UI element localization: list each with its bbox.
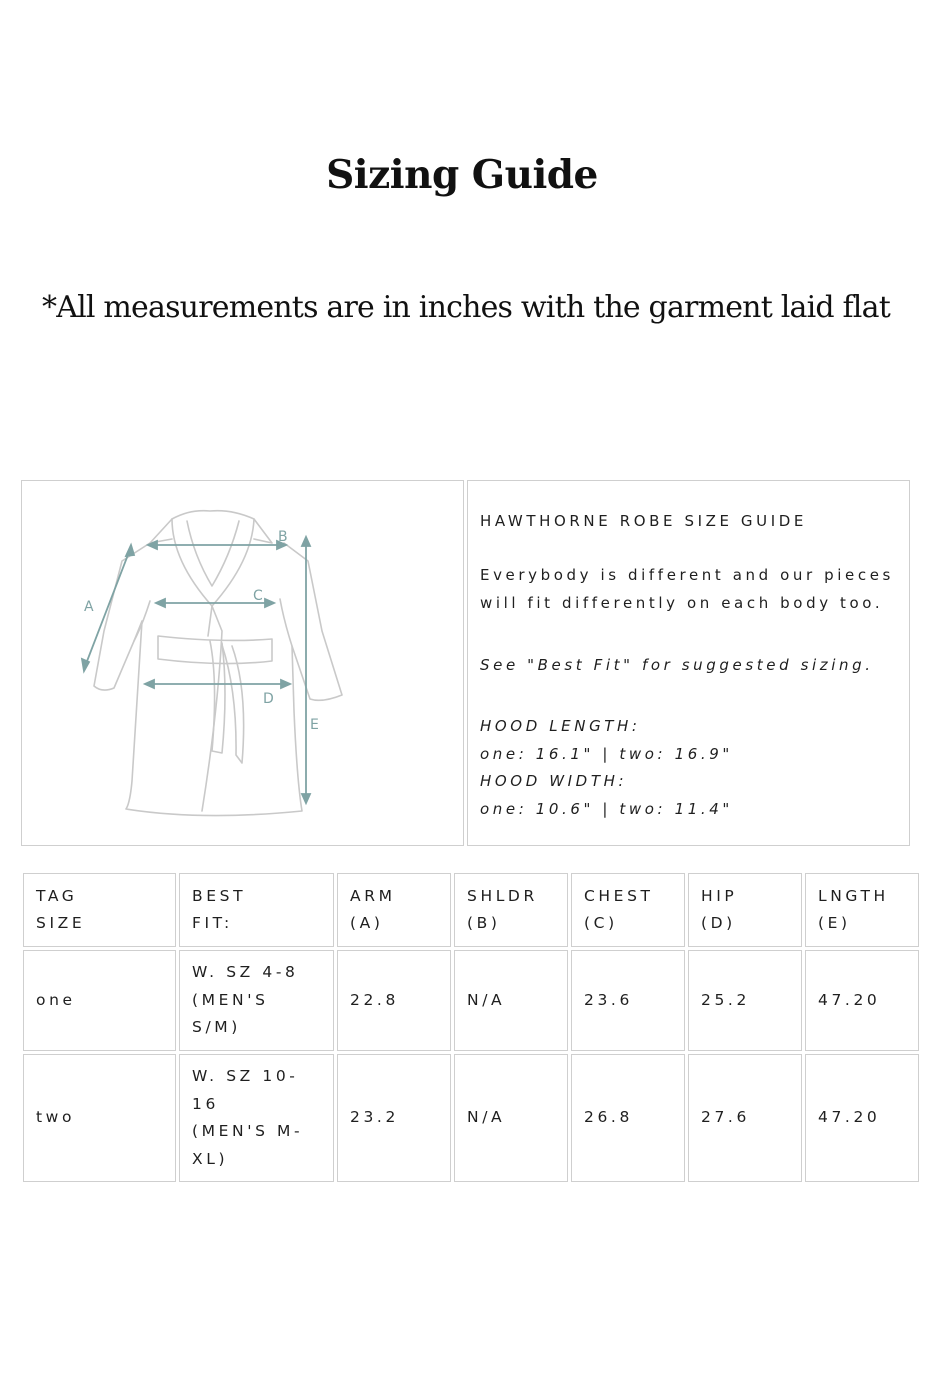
cell-tag-size: two: [23, 1054, 176, 1182]
cell-length: 47.20: [805, 950, 919, 1051]
diagram-label-b: B: [278, 529, 288, 545]
cell-hip: 27.6: [688, 1054, 802, 1182]
header-chest: CHEST (C): [571, 873, 685, 947]
size-table: [20, 870, 922, 1185]
header-length: LNGTH (E): [805, 873, 919, 947]
info-body: [480, 561, 897, 617]
size-guide-info-panel: [467, 480, 910, 846]
header-best-fit: BEST FIT:: [179, 873, 334, 947]
hood-length-values: one: 16.1" | two: 16.9": [480, 744, 733, 763]
cell-length: 47.20: [805, 1054, 919, 1182]
cell-hip: 25.2: [688, 950, 802, 1051]
cell-chest: 23.6: [571, 950, 685, 1051]
hood-width-label: HOOD WIDTH:: [480, 772, 628, 790]
robe-diagram-panel: [21, 480, 464, 846]
best-fit-note: See "Best Fit" for suggested sizing.: [480, 656, 874, 674]
info-body-line-1: Everybody is different and our pieces: [480, 566, 894, 584]
hood-width-values: one: 10.6" | two: 11.4": [480, 799, 733, 818]
page-title: Sizing Guide: [326, 152, 598, 198]
cell-shoulder: N/A: [454, 950, 568, 1051]
robe-diagram-icon: [22, 481, 462, 844]
header-arm: ARM (A): [337, 873, 451, 947]
info-heading: HAWTHORNE ROBE SIZE GUIDE: [480, 512, 807, 530]
diagram-label-a: A: [84, 599, 94, 615]
table-header-row: [23, 873, 919, 947]
cell-chest: 26.8: [571, 1054, 685, 1182]
cell-best-fit: W. SZ 10- 16 (MEN'S M- XL): [179, 1054, 334, 1182]
measurement-note: *All measurements are in inches with the garment laid flat: [42, 290, 890, 325]
header-tag-size: TAG SIZE: [23, 873, 176, 947]
hood-length-label: HOOD LENGTH:: [480, 717, 641, 735]
diagram-label-d: D: [263, 691, 274, 707]
cell-shoulder: N/A: [454, 1054, 568, 1182]
diagram-label-e: E: [310, 717, 319, 733]
cell-tag-size: one: [23, 950, 176, 1051]
cell-arm: 23.2: [337, 1054, 451, 1182]
cell-arm: 22.8: [337, 950, 451, 1051]
header-hip: HIP (D): [688, 873, 802, 947]
table-row: [23, 950, 919, 1051]
diagram-label-c: C: [253, 588, 263, 604]
header-shoulder: SHLDR (B): [454, 873, 568, 947]
info-body-line-2: will fit differently on each body too.: [480, 594, 884, 612]
hood-measurements: [480, 713, 897, 823]
cell-best-fit: W. SZ 4-8 (MEN'S S/M): [179, 950, 334, 1051]
table-row: [23, 1054, 919, 1182]
